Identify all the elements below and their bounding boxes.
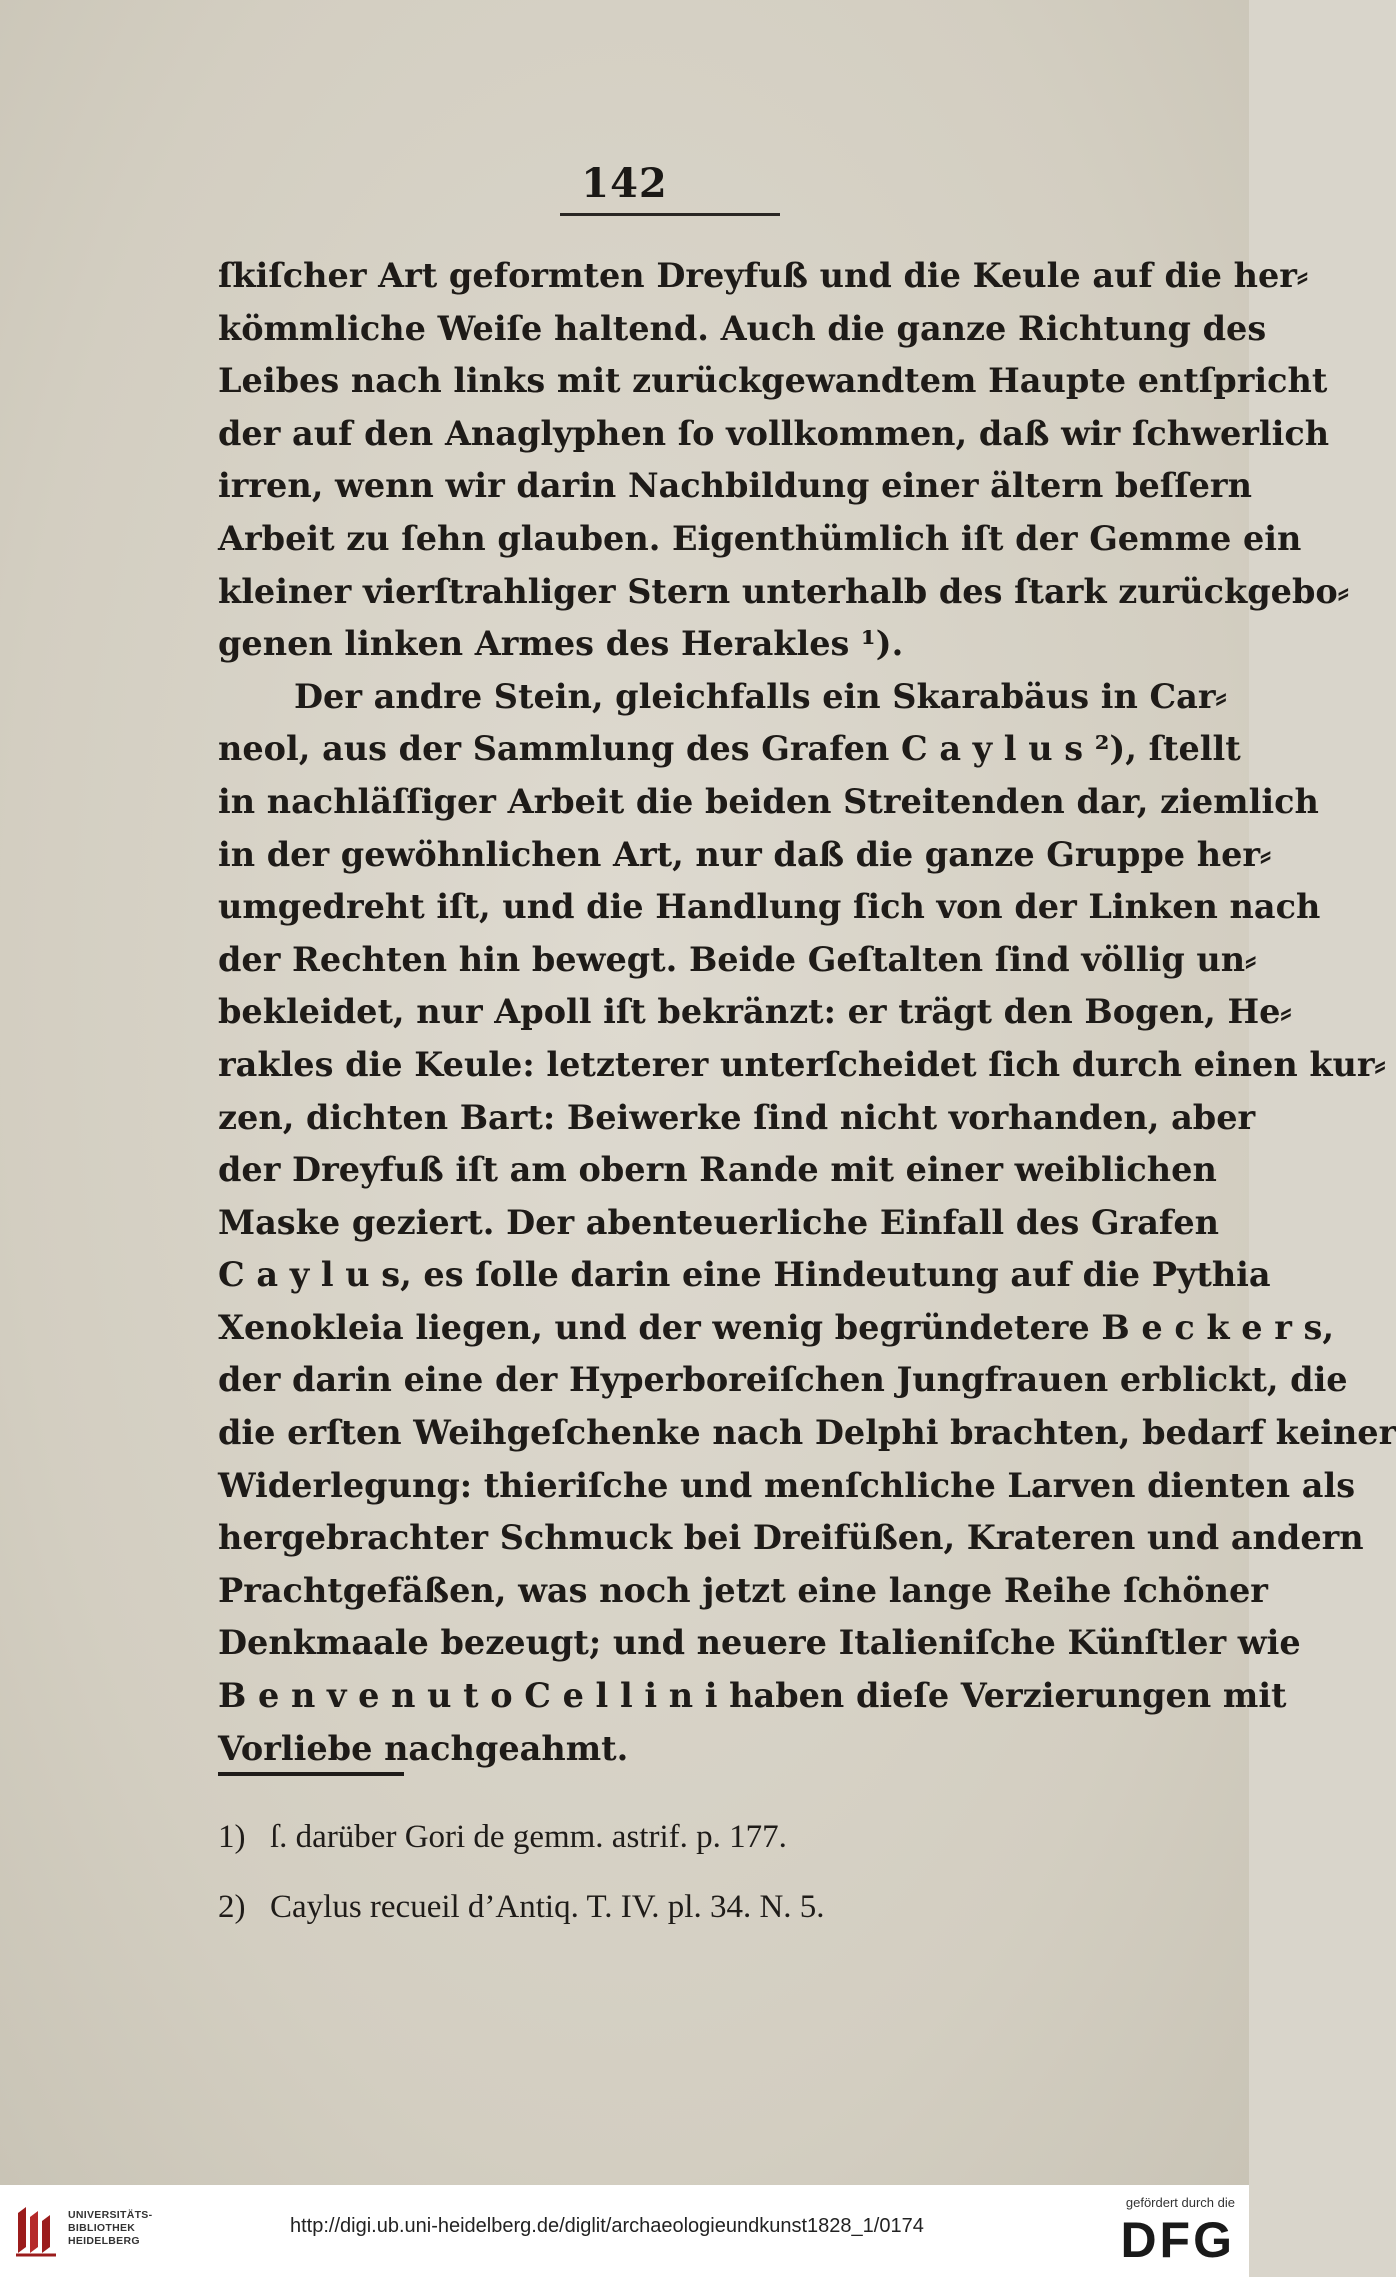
dfg-logo[interactable]: DFG xyxy=(1120,2212,1235,2268)
text-line: der Dreyfuß iſt am obern Rande mit einer weiblichen xyxy=(218,1150,1217,1190)
text-line: Widerlegung: thieriſche und menſchliche Larven dienten als xyxy=(218,1465,1356,1505)
text-line: ſkiſcher Art geformten Dreyfuß und die Keule auf die her⸗ xyxy=(218,256,1309,295)
text-line: Arbeit zu ſehn glauben. Eigenthümlich iſt der Gemme ein xyxy=(218,518,1302,558)
header-rule xyxy=(560,213,780,216)
text-line: in nachläſſiger Arbeit die beiden Streitenden dar, ziemlich xyxy=(218,781,1319,821)
text-line: der Rechten hin bewegt. Beide Geſtalten ſind völlig un⸗ xyxy=(218,939,1257,979)
text-line: bekleidet, nur Apoll iſt bekränzt: er trägt den Bogen, He⸗ xyxy=(218,992,1292,1032)
viewer-footer xyxy=(0,2185,1249,2277)
text-line: genen linken Armes des Herakles ¹). xyxy=(218,624,904,664)
footnote-number: 2) xyxy=(218,1889,246,1925)
library-logo-icon[interactable] xyxy=(12,2203,60,2259)
text-line: Denkmaale bezeugt; und neuere Italieniſche Künſtler wie xyxy=(218,1623,1301,1663)
footnote-text: Caylus recueil d’Antiq. T. IV. pl. 34. N. 5. xyxy=(270,1889,825,1925)
text-line: der auf den Anaglyphen ſo vollkommen, daß wir ſchwerlich xyxy=(218,413,1330,453)
footnote-1 xyxy=(218,1813,1178,1861)
text-line: hergebrachter Schmuck bei Dreifüßen, Krateren und andern xyxy=(218,1518,1364,1558)
text-line: neol, aus der Sammlung des Grafen C a y l u s ²), ſtellt xyxy=(218,729,1241,769)
body-text xyxy=(218,250,1396,1775)
page-number: 142 xyxy=(581,160,668,207)
text-line: irren, wenn wir darin Nachbildung einer ältern beſſern xyxy=(218,466,1252,506)
text-line: in der gewöhnlichen Art, nur daß die ganze Gruppe her⸗ xyxy=(218,834,1272,874)
text-line: Prachtgefäßen, was noch jetzt eine lange Reihe ſchöner xyxy=(218,1570,1268,1610)
footnote-text: ſ. darüber Gori de gemm. astrif. p. 177. xyxy=(270,1819,787,1855)
footnote-2 xyxy=(218,1883,1178,1931)
text-line: umgedreht iſt, und die Handlung ſich von der Linken nach xyxy=(218,887,1321,927)
text-line: rakles die Keule: letzterer unterſcheidet ſich durch einen kur⸗ xyxy=(218,1044,1386,1084)
text-line: kleiner vierſtrahliger Stern unterhalb des ſtark zurückgebo⸗ xyxy=(218,571,1349,611)
text-line: Vorliebe nachgeahmt. xyxy=(218,1728,629,1768)
footnote-number: 1) xyxy=(218,1819,246,1855)
text-line: Xenokleia liegen, und der wenig begründetere B e c k e r s, xyxy=(218,1307,1335,1347)
text-line: Maske geziert. Der abenteuerliche Einfall des Grafen xyxy=(218,1202,1220,1242)
text-line: der darin eine der Hyperboreiſchen Jungfrauen erblickt, die xyxy=(218,1360,1348,1400)
text-line: kömmliche Weiſe haltend. Auch die ganze Richtung des xyxy=(218,308,1267,348)
library-name: UNIVERSITÄTS- BIBLIOTHEK HEIDELBERG xyxy=(68,2209,153,2247)
permalink-url[interactable]: http://digi.ub.uni-heidelberg.de/diglit/archaeologieundkunst1828_1/0174 xyxy=(290,2215,924,2237)
text-line: Der andre Stein, gleichfalls ein Skarabäus in Car⸗ xyxy=(294,676,1227,716)
text-line: Leibes nach links mit zurückgewandtem Haupte entſpricht xyxy=(218,361,1328,401)
footnote-rule xyxy=(218,1772,404,1776)
text-line: zen, dichten Bart: Beiwerke ſind nicht vorhanden, aber xyxy=(218,1097,1256,1137)
sponsor-caption: gefördert durch die xyxy=(1125,2195,1235,2210)
text-line: die erſten Weihgeſchenke nach Delphi brachten, bedarf keiner xyxy=(218,1413,1396,1453)
text-line: C a y l u s, es ſolle darin eine Hindeutung auf die Pythia xyxy=(218,1255,1271,1295)
text-line: B e n v e n u t o C e l l i n i haben dieſe Verzierungen mit xyxy=(218,1676,1287,1716)
